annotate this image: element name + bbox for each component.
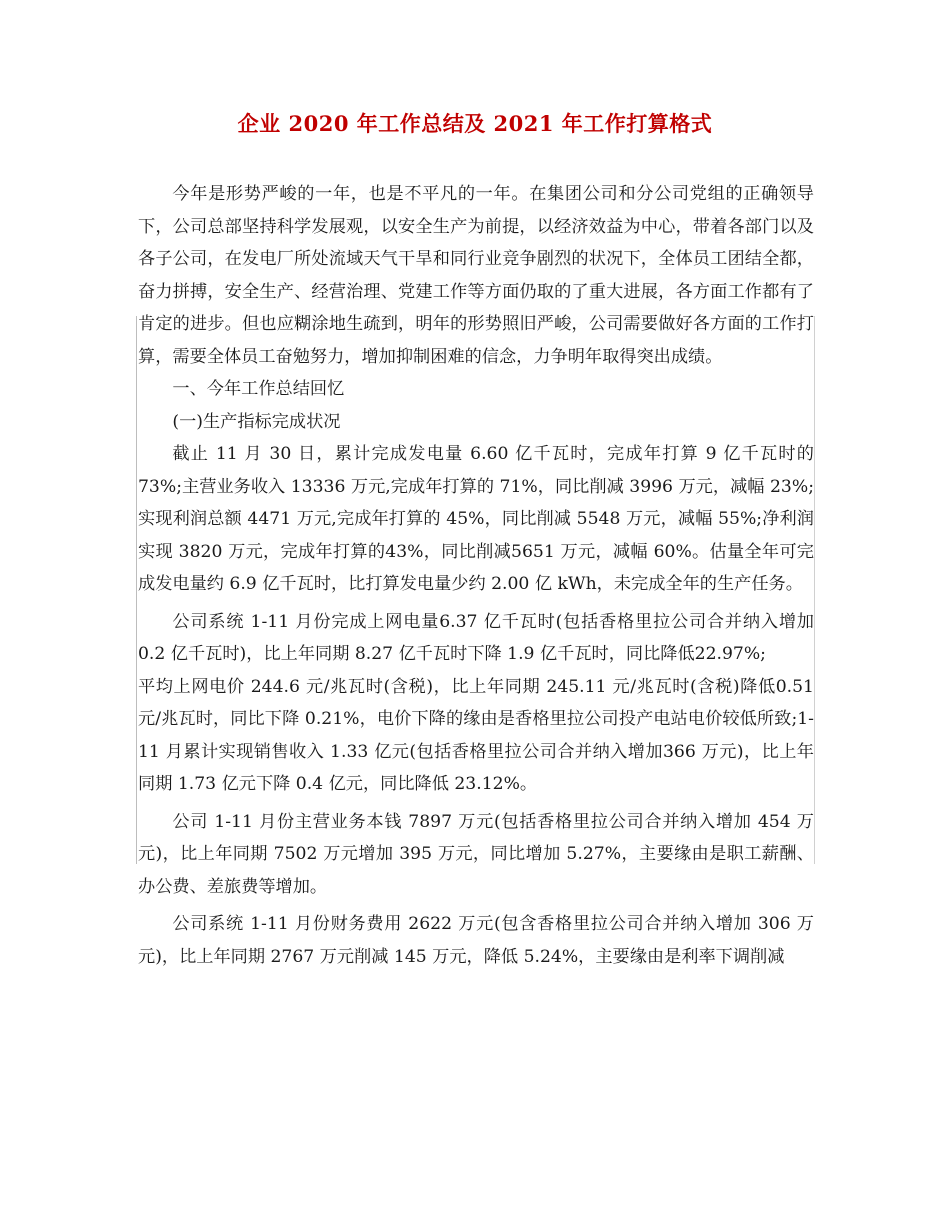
paragraph-average-price: 平均上网电价 244.6 元/兆瓦时(含税)，比上年同期 245.11 元/兆瓦时(含税)降低0.51 元/兆瓦时，同比下降 0.21%，电价下降的缘由是香格里拉公司投产电站电价较低所致;1-11 月累计实现销售收入 1.33 亿元(包括香格里拉公司合并纳入增加366 万元)，比上年同期 1.73 亿元下降 0.4 亿元，同比降低 23.12%。 — [138, 676, 814, 794]
section-heading: 一、今年工作总结回忆 — [172, 379, 345, 399]
paragraph-intro: 今年是形势严峻的一年，也是不平凡的一年。在集团公司和分公司党组的正确领导下，公司总部坚持科学发展观，以安全生产为前提，以经济效益为中心，带着各部门以及各子公司，在发电厂所处流域天气干旱和同行业竞争剧烈的状况下，全体员工团结全都，奋力拼搏，安全生产、经营治理、党建工作等方面仍取的了重大进展，各方面工作都有了肯定的进步。但也应糊涂地生疏到，明年的形势照旧严峻，公司需要做好各方面的工作打算，需要全体员工奋勉努力，增加抑制困难的信念，力争明年取得突出成绩。 — [138, 184, 814, 367]
paragraph-financial-expense: 公司系统 1-11 月份财务费用 2622 万元(包含香格里拉公司合并纳入增加 306 万元)，比上年同期 2767 万元削减 145 万元，降低 5.24%，主要缘由是利率下调削减 — [138, 914, 814, 967]
document-body — [138, 178, 814, 973]
paragraph-operating-cost: 公司 1-11 月份主营业务本钱 7897 万元(包括香格里拉公司合并纳入增加 454 万元)，比上年同期 7502 万元增加 395 万元，同比增加 5.27%，主要缘由是职工薪酬、办公费、差旅费等增加。 — [138, 811, 814, 897]
scan-edge-line-right — [814, 316, 815, 864]
paragraph-production-indicators: 截止 11 月 30 日，累计完成发电量 6.60 亿千瓦时，完成年打算 9 亿千瓦时的73%;主营业务收入 13336 万元,完成年打算的 71%，同比削减 3996 万元，减幅 23%;实现利润总额 4471 万元,完成年打算的 45%，同比削减 5548 万元，减幅 55%;净利润实现 3820 万元，完成年打算的43%，同比削减5651 万元，减幅 60%。估量全年可完成发电量约 6.9 亿千瓦时，比打算发电量少约 2.00 亿 kWh，未完成全年的生产任务。 — [138, 444, 814, 594]
scan-edge-line-left — [136, 316, 137, 864]
document-title: 企业 2020 年工作总结及 2021 年工作打算格式 — [237, 111, 713, 136]
paragraph-grid-electricity: 公司系统 1-11 月份完成上网电量6.37 亿千瓦时(包括香格里拉公司合并纳入增加 0.2 亿千瓦时)，比上年同期 8.27 亿千瓦时下降 1.9 亿千瓦时，同比降低22.97%; — [138, 611, 814, 664]
subsection-heading: (一)生产指标完成状况 — [172, 411, 341, 432]
